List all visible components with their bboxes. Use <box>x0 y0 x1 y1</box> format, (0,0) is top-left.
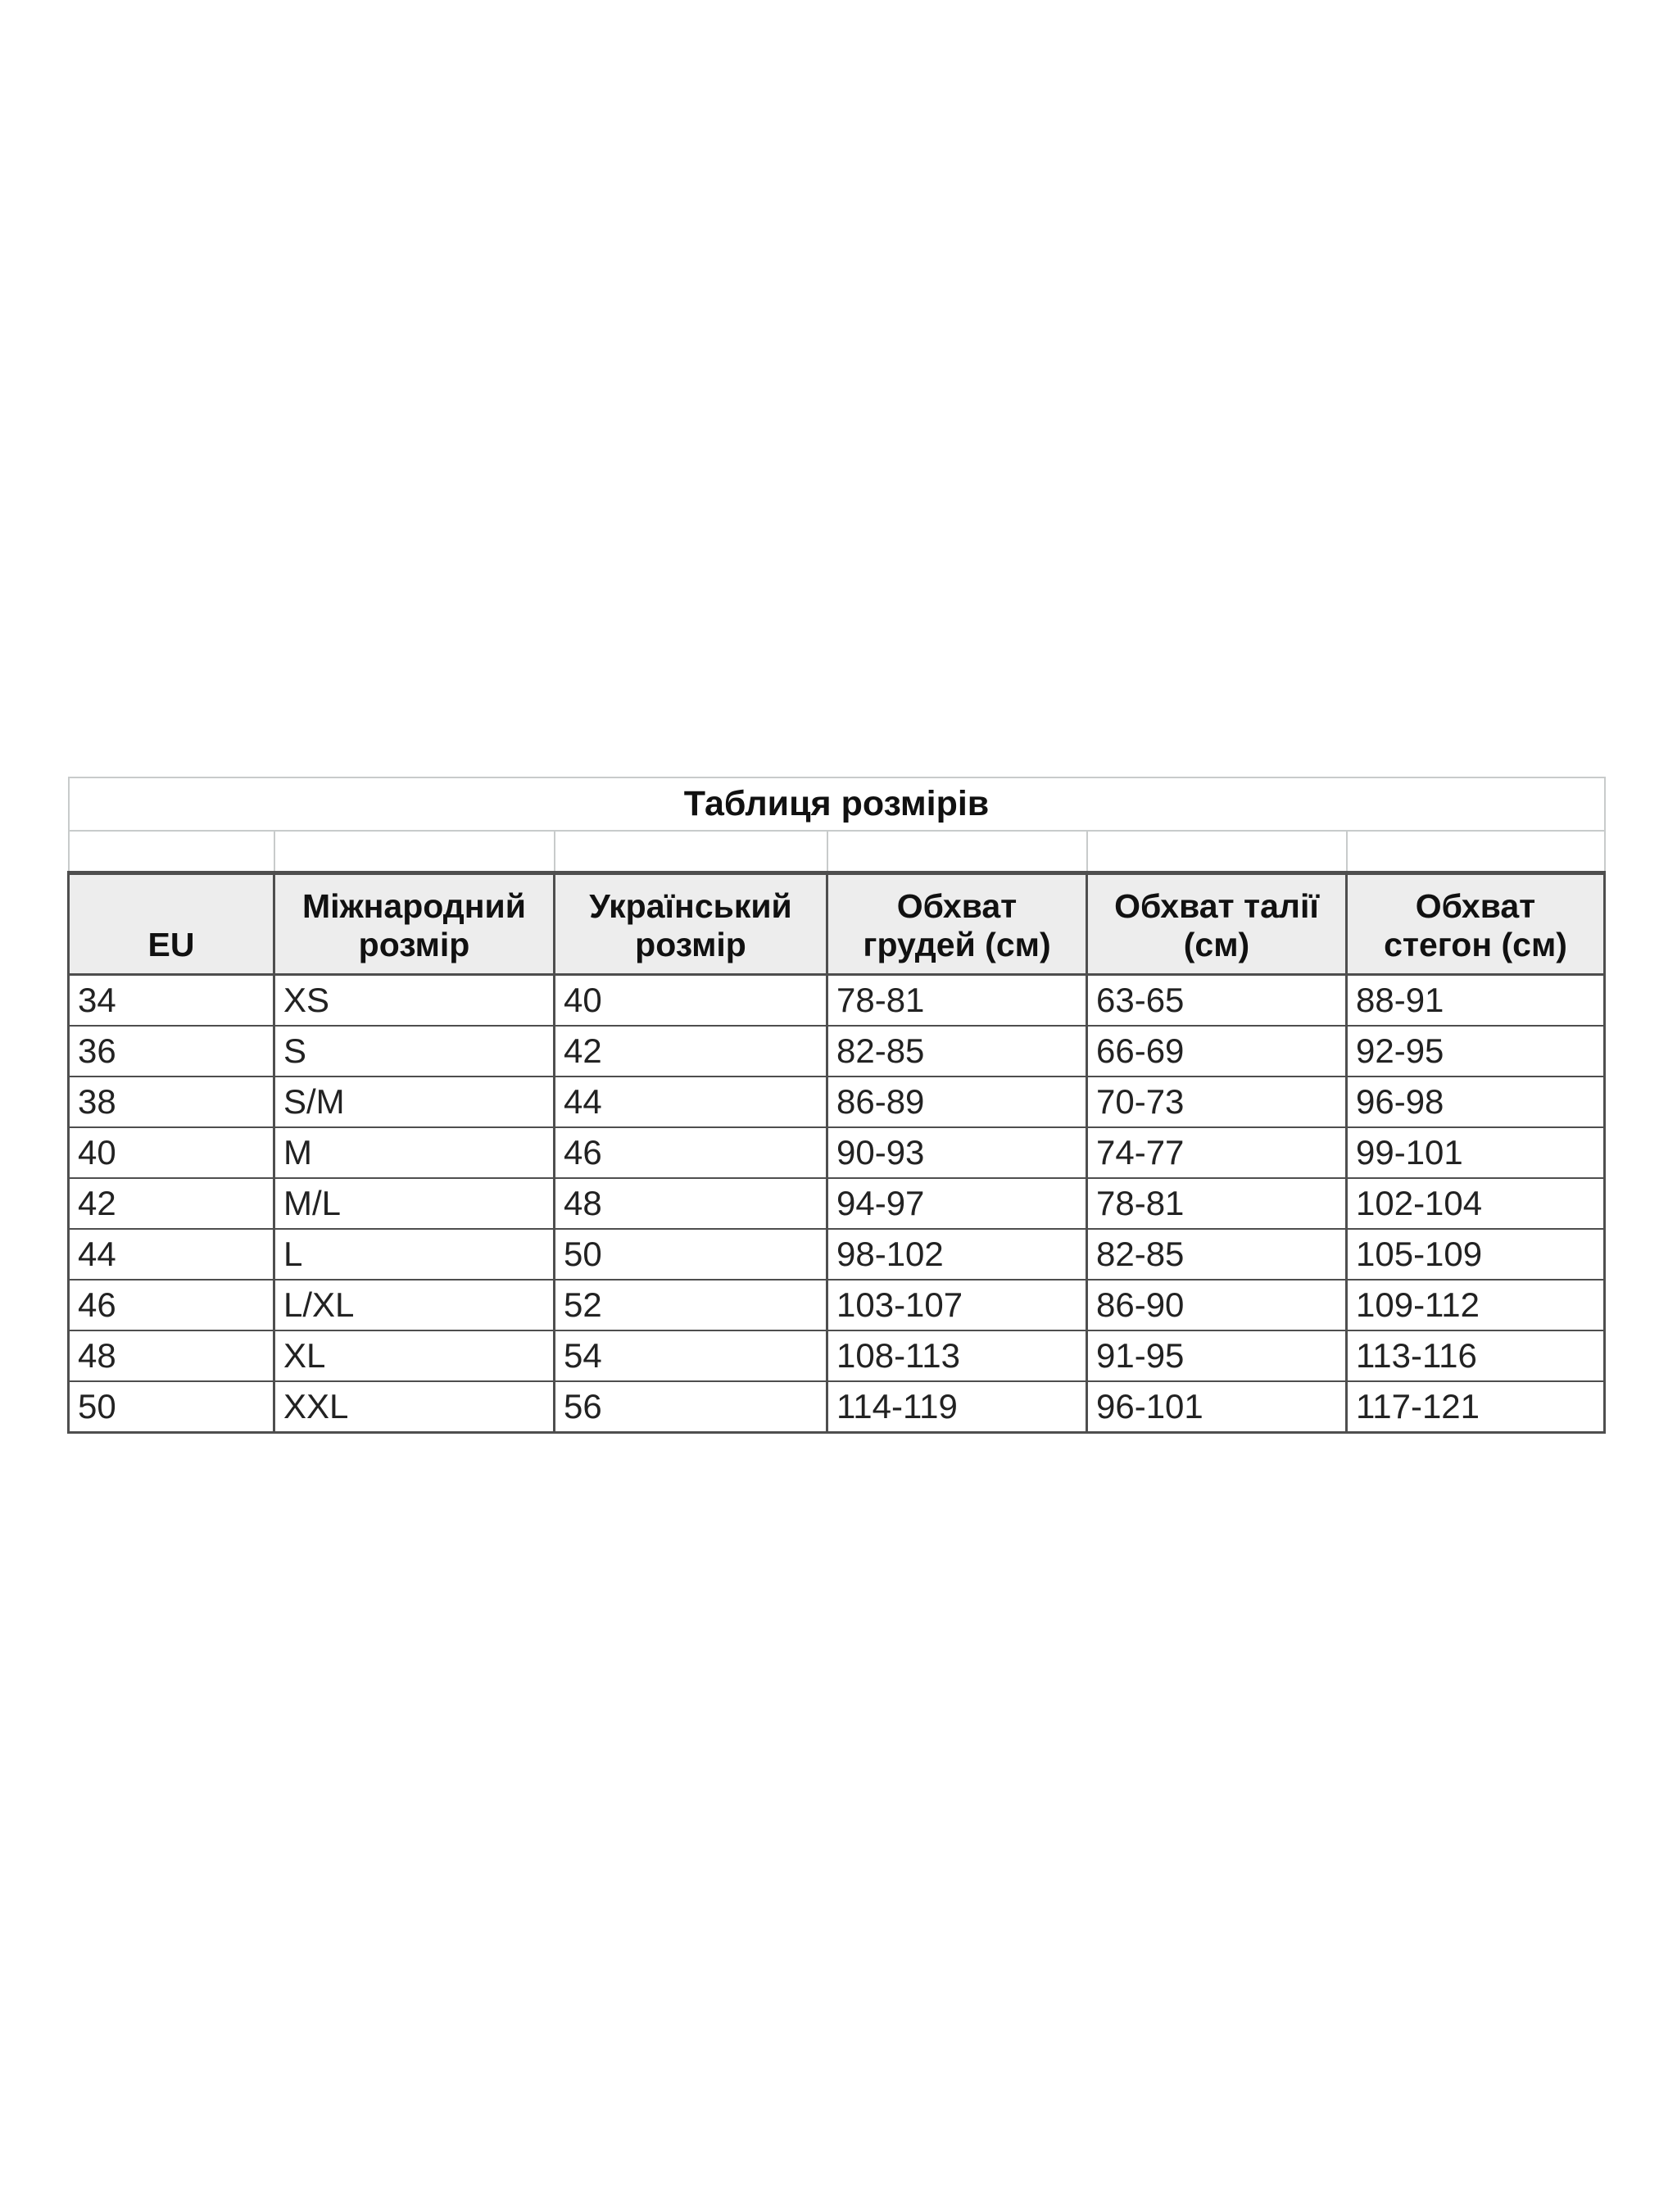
table-row <box>69 1280 1605 1330</box>
cell-waist-range: 74-77 <box>1087 1127 1347 1178</box>
header-row <box>69 873 1605 975</box>
table-row <box>69 1229 1605 1280</box>
cell-waist-range: 86-90 <box>1087 1280 1347 1330</box>
cell-international-size: S/M <box>274 1077 555 1127</box>
cell-waist-range: 63-65 <box>1087 975 1347 1027</box>
cell-hips-range: 92-95 <box>1347 1026 1605 1077</box>
cell-waist-range: 70-73 <box>1087 1077 1347 1127</box>
cell-eu-size: 48 <box>69 1330 274 1381</box>
cell-hips-range: 96-98 <box>1347 1077 1605 1127</box>
cell-eu-size: 40 <box>69 1127 274 1178</box>
cell-eu-size: 46 <box>69 1280 274 1330</box>
cell-chest-range: 86-89 <box>827 1077 1087 1127</box>
cell-international-size: XXL <box>274 1381 555 1433</box>
cell-eu-size: 50 <box>69 1381 274 1433</box>
cell-waist-range: 82-85 <box>1087 1229 1347 1280</box>
cell-ukrainian-size: 54 <box>555 1330 827 1381</box>
table-row <box>69 1026 1605 1077</box>
cell-ukrainian-size: 42 <box>555 1026 827 1077</box>
cell-eu-size: 42 <box>69 1178 274 1229</box>
title-row <box>69 777 1605 831</box>
cell-ukrainian-size: 52 <box>555 1280 827 1330</box>
spacer-cell <box>274 831 555 873</box>
spacer-row <box>69 831 1605 873</box>
cell-ukrainian-size: 48 <box>555 1178 827 1229</box>
cell-waist-range: 91-95 <box>1087 1330 1347 1381</box>
table-row <box>69 975 1605 1027</box>
cell-international-size: L <box>274 1229 555 1280</box>
size-table-container <box>67 777 1603 1434</box>
cell-international-size: XS <box>274 975 555 1027</box>
spacer-cell <box>555 831 827 873</box>
column-header-waist: Обхват талії (см) <box>1087 873 1347 975</box>
table-row <box>69 1178 1605 1229</box>
table-row <box>69 1127 1605 1178</box>
cell-hips-range: 105-109 <box>1347 1229 1605 1280</box>
cell-hips-range: 99-101 <box>1347 1127 1605 1178</box>
cell-chest-range: 98-102 <box>827 1229 1087 1280</box>
cell-hips-range: 88-91 <box>1347 975 1605 1027</box>
table-row <box>69 1330 1605 1381</box>
cell-waist-range: 66-69 <box>1087 1026 1347 1077</box>
cell-ukrainian-size: 50 <box>555 1229 827 1280</box>
spacer-cell <box>1347 831 1605 873</box>
spacer-cell <box>69 831 274 873</box>
column-header-international-size: Міжнародний розмір <box>274 873 555 975</box>
cell-international-size: XL <box>274 1330 555 1381</box>
column-header-ukrainian-size: Український розмір <box>555 873 827 975</box>
column-header-eu: EU <box>69 873 274 975</box>
cell-international-size: M <box>274 1127 555 1178</box>
cell-eu-size: 36 <box>69 1026 274 1077</box>
cell-ukrainian-size: 44 <box>555 1077 827 1127</box>
cell-chest-range: 108-113 <box>827 1330 1087 1381</box>
table-row <box>69 1077 1605 1127</box>
cell-hips-range: 117-121 <box>1347 1381 1605 1433</box>
column-header-chest: Обхват грудей (см) <box>827 873 1087 975</box>
table-row <box>69 1381 1605 1433</box>
cell-hips-range: 109-112 <box>1347 1280 1605 1330</box>
cell-chest-range: 90-93 <box>827 1127 1087 1178</box>
cell-international-size: S <box>274 1026 555 1077</box>
cell-chest-range: 82-85 <box>827 1026 1087 1077</box>
size-table <box>67 777 1606 1434</box>
cell-chest-range: 78-81 <box>827 975 1087 1027</box>
cell-hips-range: 113-116 <box>1347 1330 1605 1381</box>
cell-eu-size: 44 <box>69 1229 274 1280</box>
cell-ukrainian-size: 46 <box>555 1127 827 1178</box>
cell-eu-size: 34 <box>69 975 274 1027</box>
cell-ukrainian-size: 56 <box>555 1381 827 1433</box>
column-header-hips: Обхват стегон (см) <box>1347 873 1605 975</box>
cell-hips-range: 102-104 <box>1347 1178 1605 1229</box>
cell-chest-range: 94-97 <box>827 1178 1087 1229</box>
spacer-cell <box>827 831 1087 873</box>
cell-international-size: L/XL <box>274 1280 555 1330</box>
cell-chest-range: 114-119 <box>827 1381 1087 1433</box>
cell-chest-range: 103-107 <box>827 1280 1087 1330</box>
cell-ukrainian-size: 40 <box>555 975 827 1027</box>
spacer-cell <box>1087 831 1347 873</box>
cell-eu-size: 38 <box>69 1077 274 1127</box>
table-title: Таблиця розмірів <box>69 777 1605 831</box>
cell-waist-range: 96-101 <box>1087 1381 1347 1433</box>
cell-waist-range: 78-81 <box>1087 1178 1347 1229</box>
cell-international-size: M/L <box>274 1178 555 1229</box>
